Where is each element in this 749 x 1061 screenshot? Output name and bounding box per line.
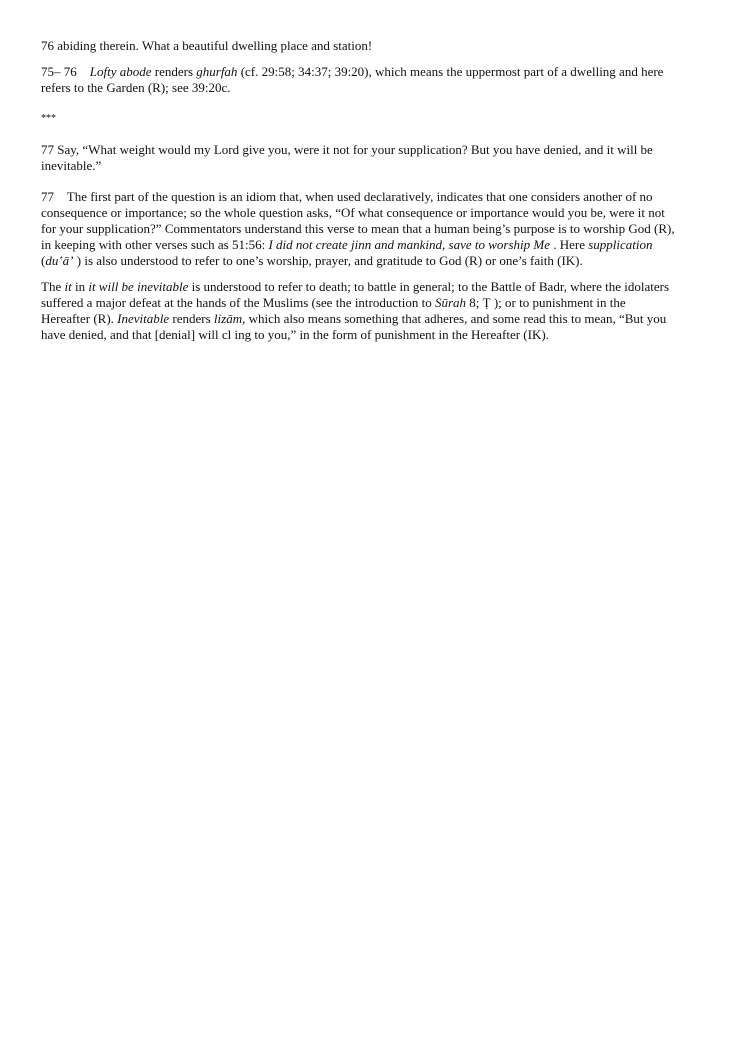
text: . Here xyxy=(549,237,589,252)
text: Hereafter (R). xyxy=(41,311,118,326)
term: supplication xyxy=(588,237,653,252)
term: it will be inevitable xyxy=(88,279,189,294)
term: du‛ā’ xyxy=(45,253,74,268)
text: (cf. 29:58; 34:37; 39:20), which means the uppermost part of a dwelling and here xyxy=(237,64,664,79)
text: ) is also understood to refer to one’s worship, prayer, and gratitude to God (R) or one’s faith (IK). xyxy=(73,253,583,268)
text: renders xyxy=(169,311,214,326)
term: it xyxy=(64,279,72,294)
text: refers to the Garden (R); see 39:20c. xyxy=(41,80,231,95)
document-page xyxy=(41,38,721,343)
text: 77 Say, “What weight would my Lord give you, were it not for your supplication? But you have denied, and it will be xyxy=(41,142,653,157)
text: consequence or importance; so the whole question asks, “Of what consequence or importance would you be, were it not xyxy=(41,205,665,220)
verse-76: 76 abiding therein. What a beautiful dwelling place and station! xyxy=(41,38,373,53)
term: lizām, xyxy=(213,311,246,326)
verse-77 xyxy=(41,142,721,174)
text: renders xyxy=(151,64,197,79)
text: suffered a major defeat at the hands of the Muslims (see the introduction to xyxy=(41,295,435,310)
term: Inevitable xyxy=(117,311,170,326)
term: Lofty abode xyxy=(89,64,152,79)
commentary-77-continued xyxy=(41,279,721,343)
text: which also means something that adheres, and some read this to mean, “But you xyxy=(245,311,667,326)
text: ( xyxy=(41,253,46,268)
text: for your supplication?” Commentators understand this verse to mean that a human being’s purpose is to worship God (R), xyxy=(41,221,675,236)
verse-ref: 75– 76 xyxy=(41,64,90,79)
text: in xyxy=(71,279,89,294)
quote: I did not create jinn and mankind, save to worship Me xyxy=(268,237,550,252)
text: is understood to refer to death; to battle in general; to the Battle of Badr, where the idolaters xyxy=(188,279,670,294)
text: The xyxy=(41,279,65,294)
term: ghurfah xyxy=(196,64,238,79)
commentary-75-76 xyxy=(41,64,721,96)
commentary-77 xyxy=(41,189,721,269)
section-separator: *** xyxy=(41,113,56,124)
text: inevitable.” xyxy=(41,158,102,173)
term: Sūrah xyxy=(434,295,467,310)
text: 8; Ṭ ); or to punishment in the xyxy=(466,295,626,310)
text: in keeping with other verses such as 51:56: xyxy=(41,237,269,252)
text: have denied, and that [denial] will cl ing to you,” in the form of punishment in the Hereafter (IK). xyxy=(41,327,549,342)
text: 77 The first part of the question is an idiom that, when used declaratively, indicates that one considers another of no xyxy=(41,189,653,204)
